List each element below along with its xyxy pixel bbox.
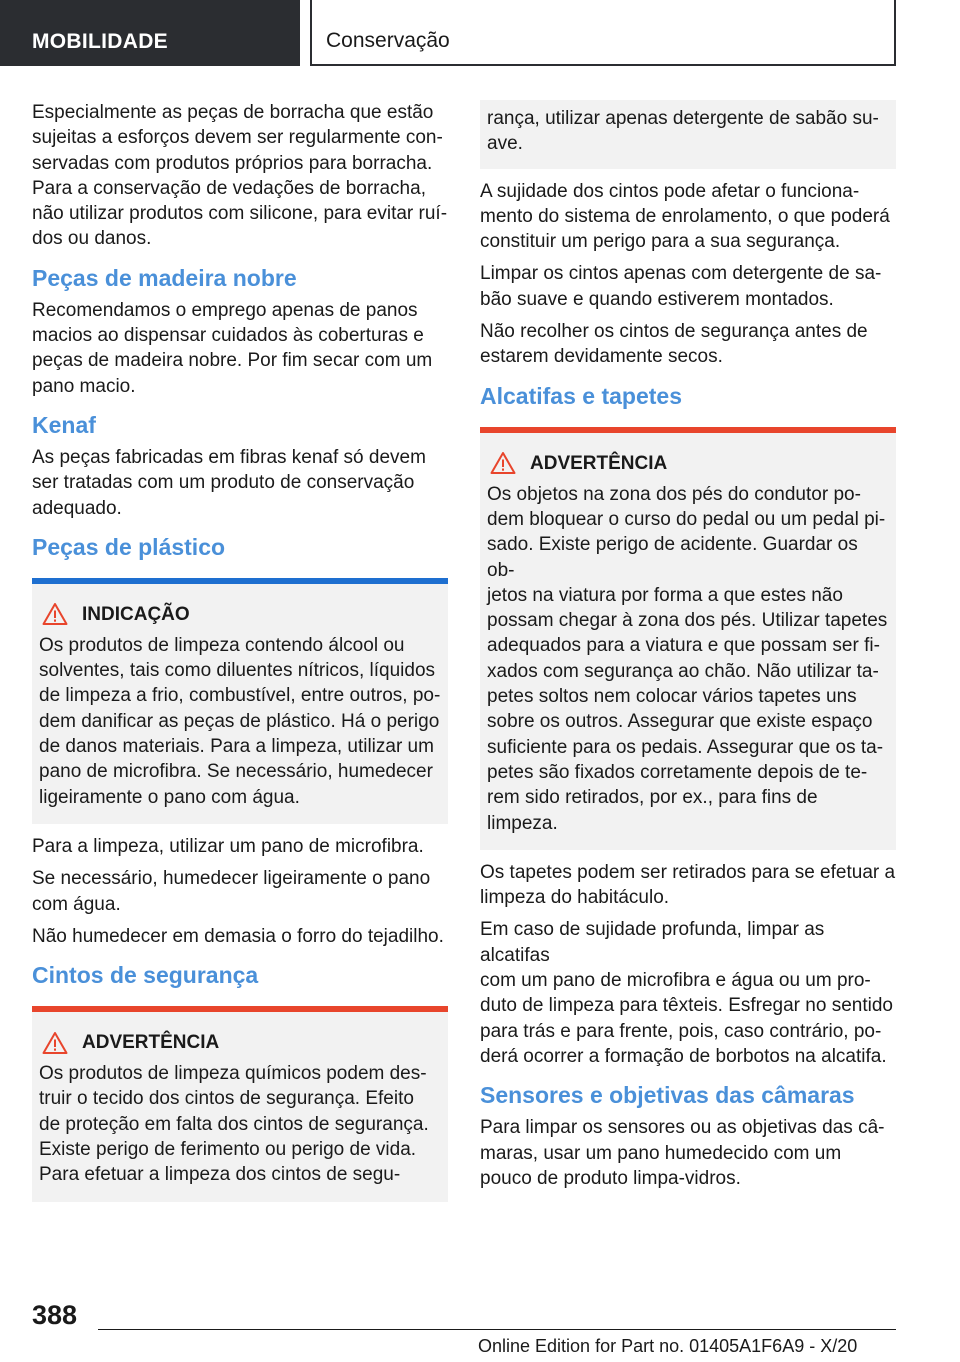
intro-paragraph: Especialmente as peças de borracha que estão sujeitas a esforços devem ser regularmente con- servadas com produtos próprios para borracha. Para a conservação de vedações de borracha, não utilizar produtos com silicone, para evitar ruí- dos ou danos. — [32, 102, 448, 250]
warning-triangle-icon — [490, 451, 516, 475]
kenaf-paragraph: As peças fabricadas em fibras kenaf só devem ser tratadas com um produto de conservação adequado. — [32, 446, 426, 519]
right-column — [480, 100, 896, 1198]
footer-rule — [98, 1329, 896, 1330]
plastic-paragraph-3: Não humedecer em demasia o forro do tejadilho. — [32, 925, 444, 947]
plastic-heading: Peças de plástico — [32, 533, 226, 560]
belts-warning-continued — [480, 100, 896, 169]
page-header — [0, 0, 960, 66]
plastic-note-box — [32, 584, 448, 824]
kenaf-heading: Kenaf — [32, 411, 96, 438]
section-label: MOBILIDADE — [0, 0, 300, 66]
mats-paragraph-2: Em caso de sujidade profunda, limpar as alcatifas com um pano de microfibra e água ou um pro- duto de limpeza para têxteis. Esfregar no sentido para trás e para frente, pois, caso contrário, po- derá ocorrer a formação de borbotos na alcatifa. — [480, 919, 893, 1067]
belts-warning-title: ADVERTÊNCIA — [82, 1032, 220, 1054]
belts-paragraph-3: Não recolher os cintos de segurança antes de estarem devidamente secos. — [480, 321, 868, 368]
belts-warning-cont-text: rança, utilizar apenas detergente de sabão su- ave. — [487, 108, 879, 155]
belts-warning-box — [32, 1012, 448, 1201]
mats-heading: Alcatifas e tapetes — [480, 382, 682, 409]
plastic-note-title: INDICAÇÃO — [82, 603, 190, 625]
mats-warning-text: Os objetos na zona dos pés do condutor po- dem bloquear o curso do pedal ou um pedal pi- sado. Existe perigo de acidente. Guardar os ob- jetos na viatura por forma a que estes não possam chegar à zona dos pés. Utilizar tapetes adequados para a viatura e que possam ser fi- xados com segurança ao chão. Não utilizar ta- petes soltos nem colocar vários tapetes uns sobre os outros. Assegurar que existe espaço suficiente para os pedais. Assegurar que os ta- petes são fixados corretamente depois de te- rem sido retirados, por ex., para fins de limpeza. — [487, 483, 888, 834]
edition-label: Online Edition for Part no. 01405A1F6A9 - X/20 — [478, 1336, 858, 1356]
plastic-paragraph-2: Se necessário, humedecer ligeiramente o pano com água. — [32, 868, 431, 915]
belts-heading: Cintos de segurança — [32, 962, 259, 989]
plastic-paragraph-1: Para a limpeza, utilizar um pano de microfibra. — [32, 835, 424, 857]
wood-paragraph: Recomendamos o emprego apenas de panos macios ao dispensar cuidados às coberturas e peças de madeira nobre. Por fim secar com um pano macio. — [32, 299, 433, 397]
left-column — [32, 100, 448, 1202]
sensors-paragraph: Para limpar os sensores ou as objetivas das câ- maras, usar um pano humedecido com um pouco de produto limpa-vidros. — [480, 1117, 885, 1189]
belts-paragraph-2: Limpar os cintos apenas com detergente de sa- bão suave e quando estiverem montados. — [480, 263, 882, 310]
mats-paragraph-1: Os tapetes podem ser retirados para se efetuar a limpeza do habitáculo. — [480, 861, 896, 909]
belts-warning-text: Os produtos de limpeza químicos podem des- truir o tecido dos cintos de segurança. Efeito de proteção em falta dos cintos de segurança. Existe perigo de ferimento ou perigo de vida. Para efetuar a limpeza dos cintos de segu- — [39, 1063, 429, 1186]
page-number: 388 — [32, 1300, 78, 1330]
wood-heading: Peças de madeira nobre — [32, 264, 297, 291]
belts-paragraph-1: A sujidade dos cintos pode afetar o funciona- mento do sistema de enrolamento, o que poderá constituir um perigo para a sua segurança. — [480, 180, 890, 253]
warning-triangle-icon — [42, 1031, 68, 1055]
chapter-title: Conservação — [310, 0, 896, 66]
mats-warning-title: ADVERTÊNCIA — [530, 452, 668, 474]
plastic-note-text: Os produtos de limpeza contendo álcool ou solventes, tais como diluentes nítricos, líquidos de limpeza a frio, combustível, entre outros, po- dem danificar as peças de plástico. Há o perigo de danos materiais. Para a limpeza, utilizar um pano de microfibra. Se necessário, humedecer ligeiramente o pano com água. — [39, 634, 441, 808]
mats-warning-box — [480, 433, 896, 850]
sensors-heading: Sensores e objetivas das câmaras — [480, 1082, 855, 1109]
warning-triangle-icon — [42, 602, 68, 626]
